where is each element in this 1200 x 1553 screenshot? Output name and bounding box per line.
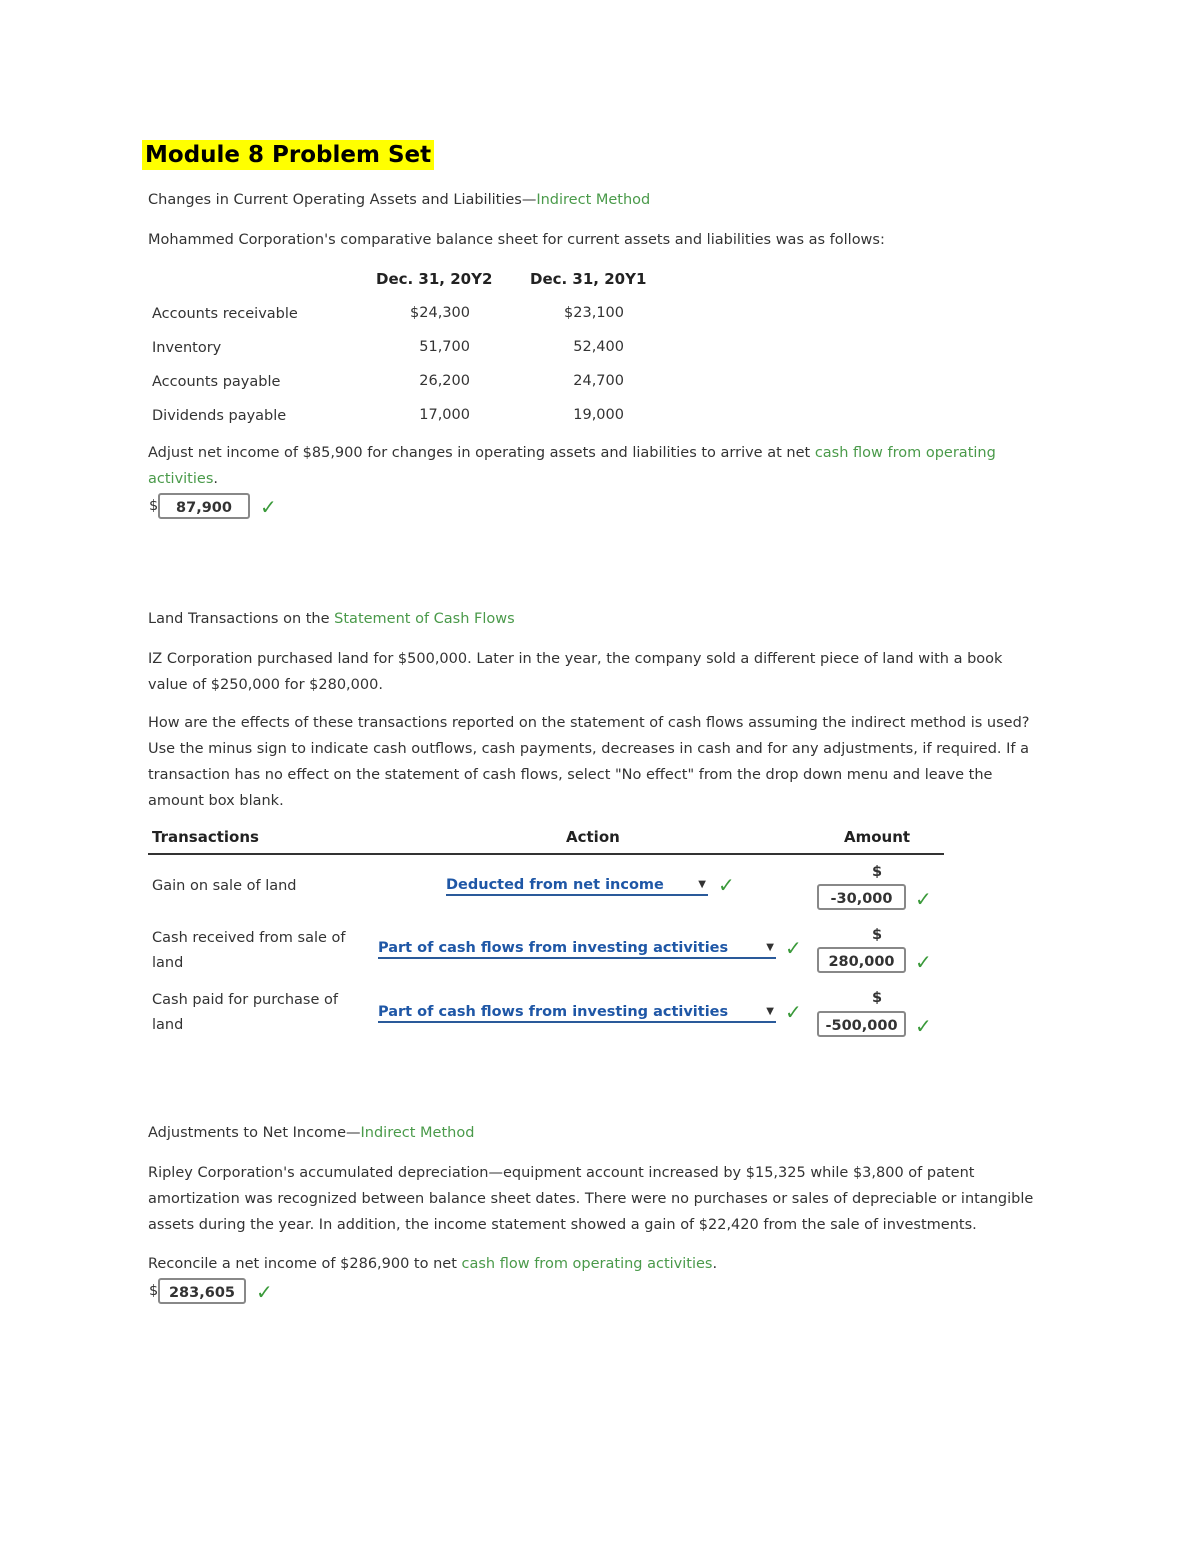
section3-question xyxy=(148,1251,717,1277)
row-value-y1: 24,700 xyxy=(573,373,624,389)
section1-heading xyxy=(148,187,650,213)
table-header-divider xyxy=(148,853,944,855)
transaction-label: Cash received from sale of xyxy=(152,930,346,946)
amount-input[interactable]: -500,000 xyxy=(817,1011,906,1037)
currency-symbol: $ xyxy=(872,927,883,943)
action-select-value: Part of cash flows from investing activities xyxy=(378,940,729,956)
section3-heading-link[interactable]: Indirect Method xyxy=(360,1125,475,1141)
page-title: Module 8 Problem Set xyxy=(142,140,434,170)
currency-symbol: $ xyxy=(872,864,883,880)
row-label: Accounts receivable xyxy=(152,306,298,322)
chevron-down-icon: ▼ xyxy=(698,879,706,890)
section2-para1-line2: value of $250,000 for $280,000. xyxy=(148,677,383,693)
section2-para2-line4: amount box blank. xyxy=(148,793,284,809)
action-select[interactable] xyxy=(446,874,708,896)
row-value-y2: 26,200 xyxy=(419,373,470,389)
section2-heading-text: Land Transactions on the xyxy=(148,611,335,627)
check-icon: ✓ xyxy=(718,873,735,897)
check-icon: ✓ xyxy=(915,950,932,974)
section3-heading xyxy=(148,1120,474,1146)
section2-heading-link[interactable]: Statement of Cash Flows xyxy=(334,611,515,627)
transaction-label: Cash paid for purchase of xyxy=(152,992,338,1008)
section2-para1-line1: IZ Corporation purchased land for $500,000. Later in the year, the company sold a different piece of land with a book xyxy=(148,651,1003,667)
amount-input[interactable]: -30,000 xyxy=(817,884,906,910)
section1-intro: Mohammed Corporation's comparative balance sheet for current assets and liabilities was as follows: xyxy=(148,232,885,248)
section3-question-end: . xyxy=(712,1256,718,1272)
check-icon: ✓ xyxy=(256,1280,273,1304)
section3-question-text: Reconcile a net income of $286,900 to net xyxy=(148,1256,462,1272)
row-value-y2: $24,300 xyxy=(410,305,470,321)
check-icon: ✓ xyxy=(785,936,802,960)
action-select[interactable] xyxy=(378,1001,776,1023)
section1-question-end: . xyxy=(213,471,218,487)
section1-heading-text: Changes in Current Operating Assets and Liabilities— xyxy=(148,192,537,208)
transaction-label: land xyxy=(152,1017,184,1033)
th-transactions: Transactions xyxy=(152,828,259,846)
row-label: Dividends payable xyxy=(152,408,287,424)
chevron-down-icon: ▼ xyxy=(766,942,774,953)
transaction-label: Gain on sale of land xyxy=(152,878,297,894)
section3-question-link[interactable]: cash flow from operating activities xyxy=(461,1256,713,1272)
check-icon: ✓ xyxy=(915,1014,932,1038)
chevron-down-icon: ▼ xyxy=(766,1006,774,1017)
action-select-value: Part of cash flows from investing activities xyxy=(378,1004,729,1020)
answer-input[interactable]: 87,900 xyxy=(158,493,250,519)
row-value-y1: 52,400 xyxy=(573,339,624,355)
action-select-value: Deducted from net income xyxy=(446,877,664,893)
col-header-y1: Dec. 31, 20Y1 xyxy=(530,270,647,288)
section2-para2-line3: transaction has no effect on the statement of cash flows, select "No effect" from the drop down menu and leave the xyxy=(148,767,993,783)
section2-para2-line2: Use the minus sign to indicate cash outflows, cash payments, decreases in cash and for any adjustments, if required. If a xyxy=(148,741,1030,757)
section1-question-link[interactable]: cash flow from operating activities xyxy=(148,445,996,487)
section3-para-line1: Ripley Corporation's accumulated depreciation—equipment account increased by $15,325 while $3,800 of patent xyxy=(148,1165,975,1181)
section3-para-line3: assets during the year. In addition, the income statement showed a gain of $22,420 from the sale of investments. xyxy=(148,1217,977,1233)
check-icon: ✓ xyxy=(915,887,932,911)
section2-heading xyxy=(148,606,515,632)
th-action: Action xyxy=(566,828,620,846)
row-label: Inventory xyxy=(152,340,222,356)
section1-question xyxy=(148,440,1048,492)
check-icon: ✓ xyxy=(785,1000,802,1024)
col-header-y2: Dec. 31, 20Y2 xyxy=(376,270,493,288)
action-select[interactable] xyxy=(378,937,776,959)
section2-para2-line1: How are the effects of these transactions reported on the statement of cash flows assuming the indirect method is used? xyxy=(148,715,1030,731)
amount-input[interactable]: 280,000 xyxy=(817,947,906,973)
currency-symbol: $ xyxy=(149,498,159,514)
row-value-y1: 19,000 xyxy=(573,407,624,423)
currency-symbol: $ xyxy=(149,1283,159,1299)
row-label: Accounts payable xyxy=(152,374,281,390)
transaction-label: land xyxy=(152,955,184,971)
section3-heading-text: Adjustments to Net Income— xyxy=(148,1125,361,1141)
section1-question-text: Adjust net income of $85,900 for changes in operating assets and liabilities to arrive at net xyxy=(148,445,815,461)
check-icon: ✓ xyxy=(260,495,277,519)
section1-heading-link[interactable]: Indirect Method xyxy=(536,192,651,208)
row-value-y2: 51,700 xyxy=(419,339,470,355)
answer-input[interactable]: 283,605 xyxy=(158,1278,246,1304)
row-value-y1: $23,100 xyxy=(564,305,624,321)
currency-symbol: $ xyxy=(872,990,883,1006)
th-amount: Amount xyxy=(844,828,911,846)
section3-para-line2: amortization was recognized between balance sheet dates. There were no purchases or sales of depreciable or intangible xyxy=(148,1191,1034,1207)
row-value-y2: 17,000 xyxy=(419,407,470,423)
